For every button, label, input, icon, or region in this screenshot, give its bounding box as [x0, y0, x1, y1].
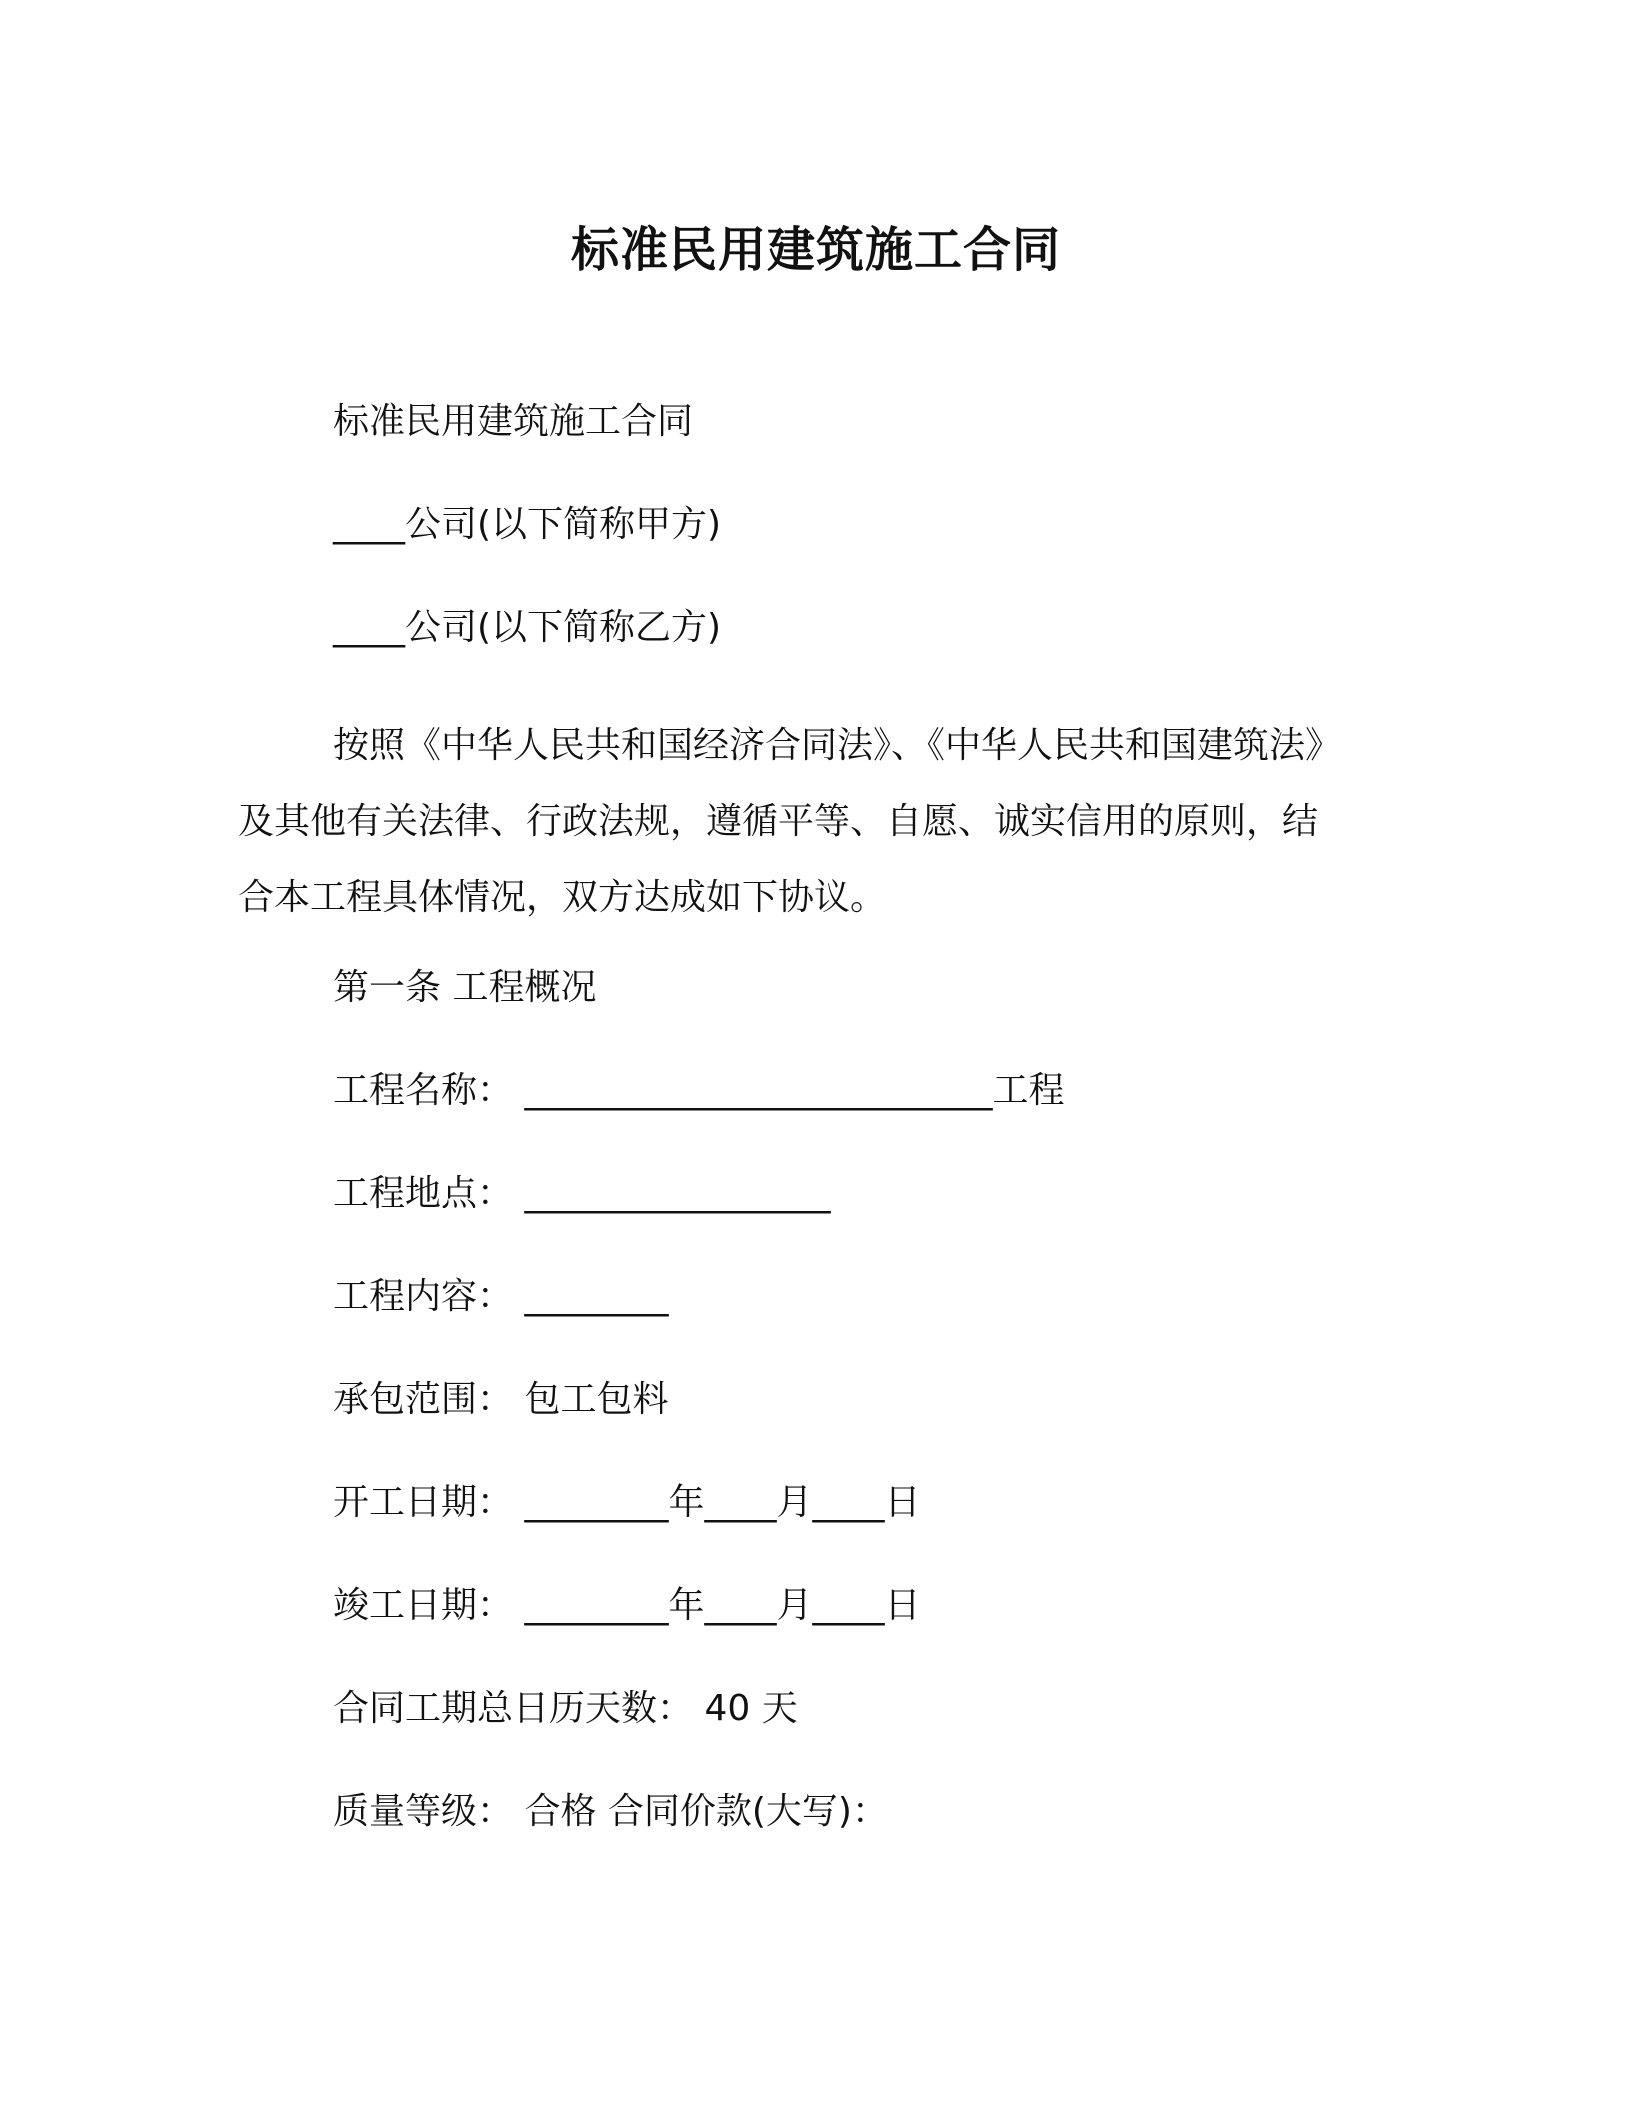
party-b-line: ____公司(以下简称乙方) — [333, 607, 722, 648]
preamble-line-3: 合本工程具体情况，双方达成如下协议。 — [238, 877, 887, 918]
document-title: 标准民用建筑施工合同 — [570, 222, 1061, 278]
project-name-line: 工程名称： __________________________工程 — [333, 1070, 1065, 1111]
completion-date-line: 竣工日期： ________年____月____日 — [333, 1585, 921, 1626]
article-1-heading: 第一条 工程概况 — [333, 967, 597, 1008]
subtitle-line: 标准民用建筑施工合同 — [333, 401, 694, 442]
duration-line: 合同工期总日历天数： 40 天 — [333, 1688, 798, 1729]
project-location-line: 工程地点： _________________ — [333, 1173, 831, 1214]
project-content-line: 工程内容： ________ — [333, 1276, 669, 1317]
quality-price-line: 质量等级： 合格 合同价款(大写)： — [333, 1791, 888, 1832]
preamble-line-2: 及其他有关法律、行政法规，遵循平等、自愿、诚实信用的原则，结 — [238, 801, 1319, 842]
party-a-line: ____公司(以下简称甲方) — [333, 504, 722, 545]
start-date-line: 开工日期： ________年____月____日 — [333, 1482, 921, 1523]
preamble-line-1: 按照《中华人民共和国经济合同法》、《中华人民共和国建筑法》 — [333, 725, 1342, 766]
preamble-paragraph — [238, 708, 1398, 936]
contract-scope-line: 承包范围： 包工包料 — [333, 1379, 669, 1420]
